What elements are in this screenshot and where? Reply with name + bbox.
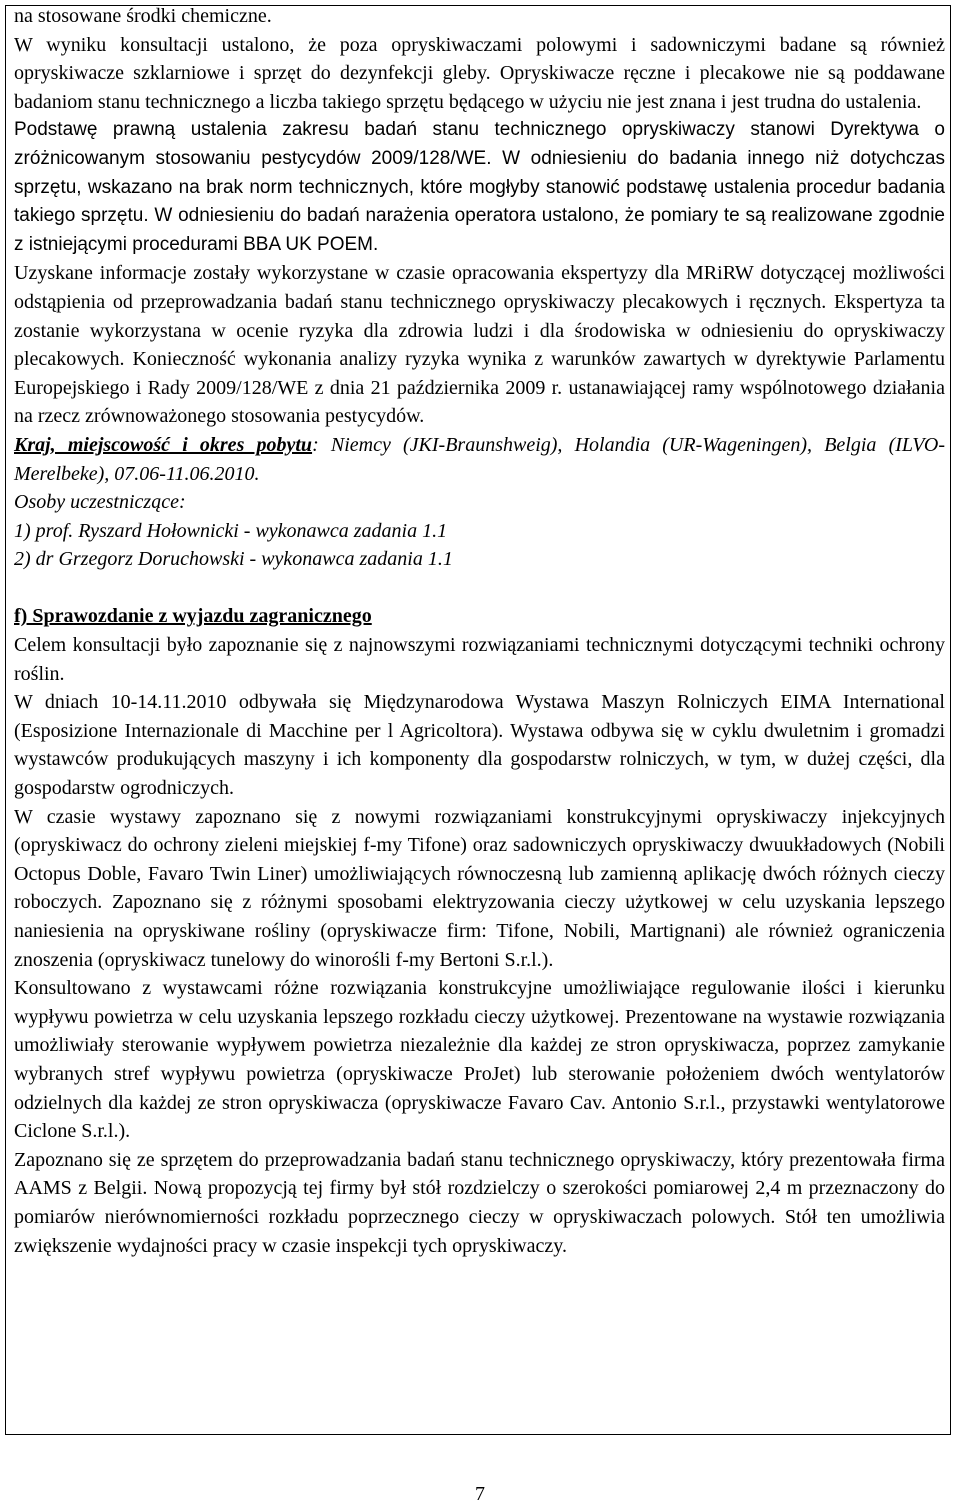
page-number: 7 [475, 1483, 485, 1505]
participant-item: 2) dr Grzegorz Doruchowski - wykonawca zadania 1.1 [14, 548, 453, 571]
trip-location [14, 431, 945, 488]
spacer [14, 574, 945, 603]
paragraph: Celem konsultacji było zapoznanie się z najnowszymi rozwiązaniami technicznymi dotyczącymi techniki ochrony roślin. [14, 634, 945, 685]
section-heading: f) Sprawozdanie z wyjazdu zagranicznego [14, 605, 372, 628]
paragraph: Uzyskane informacje zostały wykorzystane w czasie opracowania ekspertyzy dla MRiRW dotyczącej możliwości odstąpienia od przeprowadzania badań stanu technicznego opryskiwaczy plecakowych i ręcznych. Ekspertyza ta zostanie wykorzystana w ocenie ryzyka dla zdrowia ludzi i dla środowiska w odniesieniu do opryskiwaczy plecakowych. Konieczność wykonania analizy ryzyka wynika z warunków zawartych w dyrektywie Parlamentu Europejskiego i Rady 2009/128/WE z dnia 21 października 2009 r. ustanawiającej ramy wspólnotowego działania na rzecz zrównoważonego stosowania pestycydów. [14, 262, 945, 428]
trip-location-label: Kraj, miejscowość i okres pobytu [14, 433, 313, 456]
paragraph: W czasie wystawy zapoznano się z nowymi rozwiązaniami konstrukcyjnymi opryskiwaczy injekcyjnych (opryskiwacz do ochrony zieleni miejskiej f-my Tifone) oraz sadowniczych opryskiwaczy dwuukładowych (Nobili Octopus Doble, Favaro Twin Liner) umożliwiających równoczesną lub zamienną aplikację dwóch różnych cieczy roboczych. Zapoznano się z różnymi sposobami elektryzowania cieczy użytkowej w celu uzyskania lepszego naniesienia na opryskiwane rośliny (opryskiwacze firm: Tifone, Nobili, Martignani) ale również ograniczenia znoszenia (opryskiwacz tunelowy do winorośli f-my Bertoni S.r.l.). [14, 805, 945, 971]
paragraph: W wyniku konsultacji ustalono, że poza opryskiwaczami polowymi i sadowniczymi badane są również opryskiwacze szklarniowe i sprzęt do dezynfekcji gleby. Opryskiwacze ręczne i plecakowe nie są poddawane badaniom stanu technicznego a liczba takiego sprzętu będącego w użyciu nie jest znana i jest trudna do ustalenia. [14, 33, 945, 113]
paragraph: na stosowane środki chemiczne. [14, 5, 272, 27]
paragraph: Zapoznano się ze sprzętem do przeprowadzania badań stanu technicznego opryskiwaczy, który prezentowała firma AAMS z Belgii. Nową propozycją tej firmy był stół rozdzielczy o szerokości pomiarowej 2,4 m przeznaczony do pomiarów nierównomierności rozkładu poprzecznego cieczy w opryskiwaczach polowych. Stół ten umożliwia zwiększenie wydajności pracy w czasie inspekcji tych opryskiwaczy. [14, 1148, 945, 1257]
trip-location-value: : Niemcy (JKI-Braunshweig), Holandia (UR-Wageningen), Belgia (ILVO-Merelbeke), 07.06-11.06.2010. [14, 433, 945, 485]
document-body [14, 2, 945, 1260]
paragraph: W dniach 10-14.11.2010 odbywała się Międzynarodowa Wystawa Maszyn Rolniczych EIMA International (Esposizione Internazionale di Macchine per l Agricoltora). Wystawa odbywa się w cyklu dwuletnim i gromadzi wystawców produkujących maszyny i ich komponenty dla gospodarstw rolniczych, w tym, w dużej części, dla gospodarstw ogrodniczych. [14, 691, 945, 800]
participant-item: 1) prof. Ryszard Hołownicki - wykonawca zadania 1.1 [14, 519, 448, 542]
paragraph: Konsultowano z wystawcami różne rozwiązania konstrukcyjne umożliwiające regulowanie ilości i kierunku wypływu powietrza w celu uzyskania lepszego rozkładu cieczy użytkowej. Prezentowane na wystawie rozwiązania umożliwiały sterowanie wypływem powietrza niezależnie dla każdej ze stron opryskiwacza, poprzez zamykanie wybranych stref wypływu powietrza (opryskiwacze ProJet) lub sterowanie położeniem dwóch wentylatorów odzielnych dla każdej ze stron opryskiwacza (opryskiwacze Favaro Cav. Antonio S.r.l., przystawki wentylatorowe Ciclone S.r.l.). [14, 977, 945, 1143]
participants-label: Osoby uczestniczące: [14, 491, 186, 514]
paragraph: Podstawę prawną ustalenia zakresu badań stanu technicznego opryskiwaczy stanowi Dyrektywa o zróżnicowanym stosowaniu pestycydów 2009/128/WE. W odniesieniu do badania innego niż dotychczas sprzętu, wskazano na brak norm technicznych, które mogłyby stanowić podstawę ustalenia procedur badania takiego sprzętu. W odniesieniu do badań narażenia operatora ustalono, że pomiary te są realizowane zgodnie z istniejącymi procedurami BBA UK POEM. [14, 119, 945, 255]
